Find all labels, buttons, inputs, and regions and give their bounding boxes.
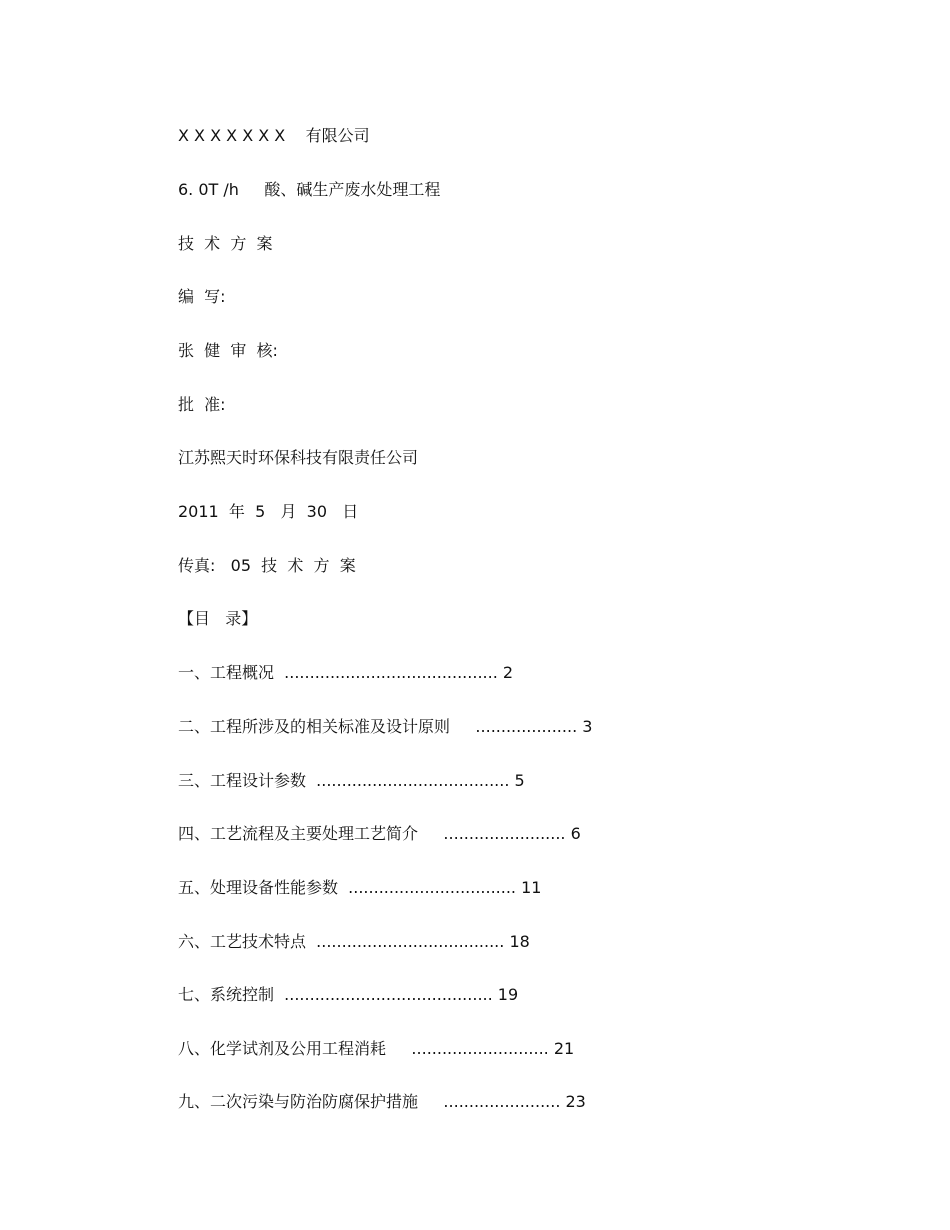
issuer-company: 江苏熙天时环保科技有限责任公司 (178, 448, 419, 467)
document-type: 技 术 方 案 (178, 234, 273, 253)
reviewer-line: 张 健 审 核: (178, 341, 278, 360)
toc-entry[interactable]: 七、系统控制 ......................................... 19 (178, 985, 519, 1004)
company-name: X X X X X X X 有限公司 (178, 126, 370, 145)
toc-entry[interactable]: 二、工程所涉及的相关标准及设计原则 .................... 3 (178, 717, 593, 736)
project-title: 6. 0T /h 酸、碱生产废水处理工程 (178, 180, 441, 199)
fax-line: 传真: 05 技 术 方 案 (178, 556, 356, 575)
approver-line: 批 准: (178, 395, 226, 414)
toc-entry[interactable]: 五、处理设备性能参数 ................................. 11 (178, 878, 542, 897)
toc-entry[interactable]: 九、二次污染与防治防腐保护措施 ....................... 23 (178, 1092, 586, 1111)
toc-entry[interactable]: 四、工艺流程及主要处理工艺简介 ........................ 6 (178, 824, 581, 843)
toc-heading: 【目 录】 (178, 609, 258, 628)
toc-entry[interactable]: 一、工程概况 .......................................... 2 (178, 663, 514, 682)
toc-entry[interactable]: 六、工艺技术特点 ..................................... 18 (178, 932, 530, 951)
document-date: 2011 年 5 月 30 日 (178, 502, 359, 521)
toc-entry[interactable]: 三、工程设计参数 ...................................... 5 (178, 771, 525, 790)
author-line: 编 写: (178, 287, 226, 306)
toc-entry[interactable]: 八、化学试剂及公用工程消耗 ........................... 21 (178, 1039, 575, 1058)
